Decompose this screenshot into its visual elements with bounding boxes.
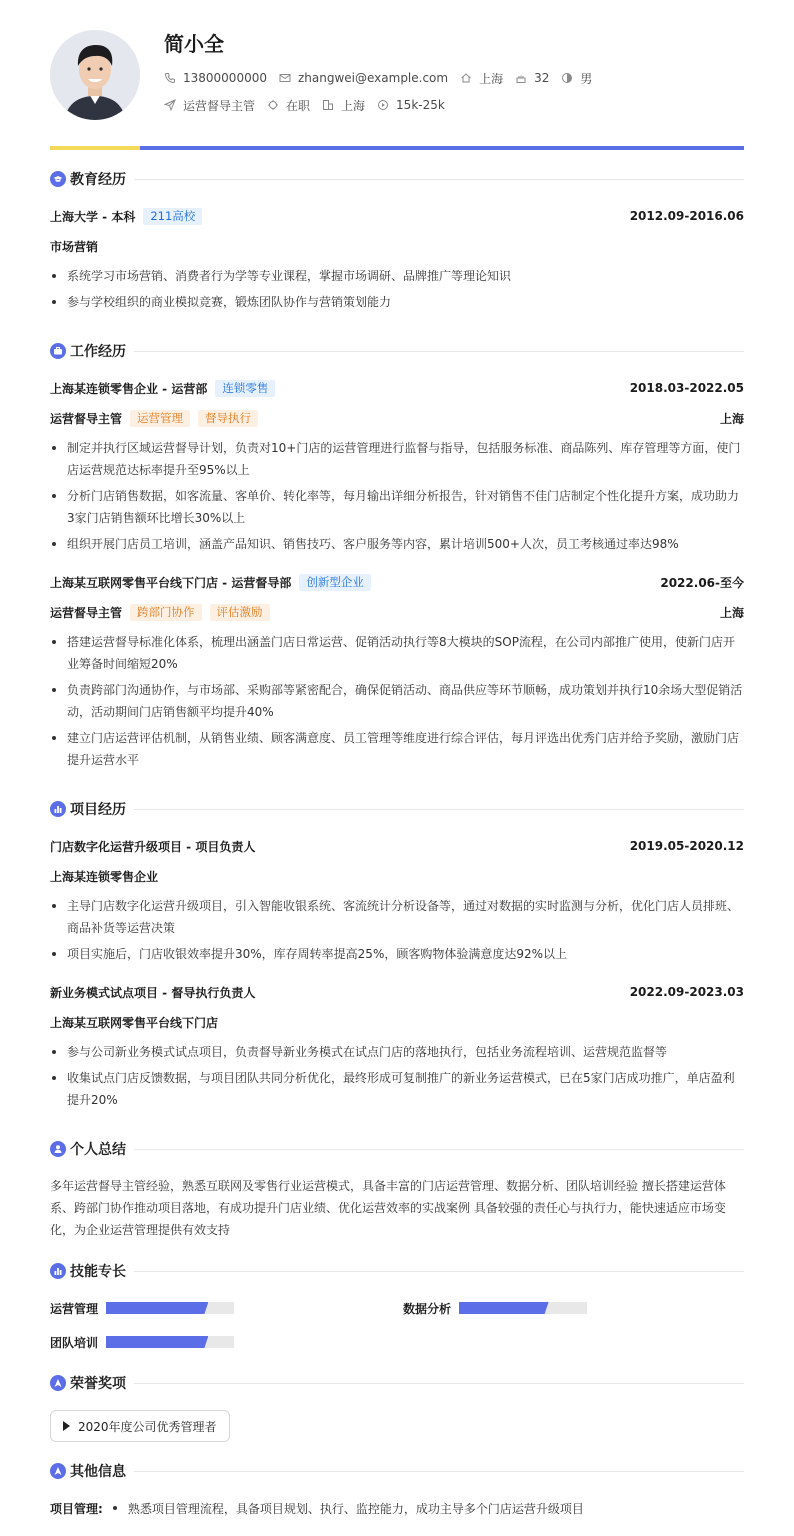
project-org: 上海某互联网零售平台线下门店	[50, 1015, 219, 1030]
role-tag: 督导执行	[198, 410, 258, 427]
salary-icon	[377, 99, 389, 111]
skill-label: 运营管理	[50, 1301, 99, 1316]
major-row	[50, 237, 744, 255]
status-text: 在职	[286, 98, 311, 113]
role-tag: 评估激励	[210, 604, 270, 621]
candidate-name: 简小全	[164, 32, 224, 56]
list-item: 负责跨部门沟通协作，与市场部、采购部等紧密配合，确保促销活动、商品供应等环节顺畅，成功策划并执行10余场大型促销活动，活动期间门店销售额平均提升40%	[50, 679, 744, 723]
skill-bar-track	[106, 1302, 234, 1314]
cake-icon	[515, 72, 527, 84]
job-role-row	[50, 409, 744, 427]
target-city-item	[322, 97, 365, 114]
section-divider	[134, 351, 744, 352]
list-item: 搭建运营督导标准化体系，梳理出涵盖门店日常运营、促销活动执行等8大模块的SOP流程，在公司内部推广使用，使新门店开业筹备时间缩短20%	[50, 631, 744, 675]
contact-info-row	[164, 68, 604, 88]
list-item: 项目实施后，门店收银效率提升30%，库存周转率提高25%，顾客购物体验满意度达92%以上	[50, 943, 744, 965]
age-item	[515, 71, 549, 85]
section-divider	[134, 809, 744, 810]
email-item	[279, 71, 448, 85]
school-tag: 211高校	[143, 208, 202, 225]
send-icon	[164, 99, 176, 111]
education-date: 2012.09-2016.06	[629, 209, 744, 223]
projects-section-header	[50, 800, 744, 818]
section-divider	[134, 1149, 744, 1150]
project-name: 新业务模式试点项目 - 督导执行负责人	[50, 985, 256, 1000]
graduation-cap-icon	[50, 171, 66, 187]
gender-icon	[561, 72, 573, 84]
bar-chart-icon	[50, 1263, 66, 1279]
skill-bar-fill	[106, 1302, 208, 1314]
job-header-row	[50, 573, 744, 591]
email-text: zhangwei@example.com	[297, 71, 449, 85]
divider-accent-blue	[140, 146, 744, 150]
skill-item	[50, 1335, 234, 1349]
home-icon	[460, 72, 472, 84]
company-name: 上海某互联网零售平台线下门店 - 运营督导部	[50, 575, 292, 590]
list-item: 参与学校组织的商业模拟竞赛，锻炼团队协作与营销策划能力	[50, 291, 744, 313]
job-role: 运营督导主管	[50, 605, 123, 620]
job-date: 2018.03-2022.05	[629, 381, 744, 395]
play-triangle-icon	[63, 1421, 70, 1431]
projects-title: 项目经历	[70, 802, 126, 818]
work-title: 工作经历	[70, 344, 126, 360]
summary-text: 多年运营督导主管经验，熟悉互联网及零售行业运营模式，具备丰富的门店运营管理、数据分析、团队培训经验 擅长搭建运营体系、跨部门协作推动项目落地，有成功提升门店业绩、优化运营效率的实战案例 具备较强的责任心与执行力，能快速适应市场变化，为企业运营管理提供有效支持	[50, 1179, 726, 1237]
education-section-header	[50, 170, 744, 188]
header-divider-bar	[50, 146, 744, 150]
building-icon	[322, 99, 334, 111]
skills-title: 技能专长	[70, 1264, 126, 1280]
award-item	[50, 1410, 230, 1442]
list-item: 主导门店数字化运营升级项目，引入智能收银系统、客流统计分析设备等，通过对数据的实时监测与分析，优化门店人员排班、商品补货等运营决策	[50, 895, 744, 939]
divider-accent-yellow	[50, 146, 140, 150]
job-location: 上海	[719, 411, 744, 426]
other-info-row	[50, 1498, 584, 1518]
section-divider	[134, 179, 744, 180]
section-divider	[134, 1383, 744, 1384]
job-intent-row	[164, 95, 457, 115]
other-text: 熟悉项目管理流程，具备项目规划、执行、监控能力，成功主导多个门店运营升级项目	[127, 1501, 584, 1516]
work-section-header	[50, 342, 744, 360]
school-name: 上海大学 - 本科	[50, 209, 136, 224]
job-date: 2022.06-至今	[660, 575, 744, 590]
briefcase-icon	[50, 343, 66, 359]
project-header-row	[50, 983, 744, 1001]
list-item: 收集试点门店反馈数据，与项目团队共同分析优化，最终形成可复制推广的新业务运营模式，已在5家门店成功推广，单店盈利提升20%	[50, 1067, 744, 1111]
target-role-item	[164, 97, 255, 114]
city-text: 上海	[479, 71, 504, 86]
phone-icon	[164, 72, 176, 84]
project-header-row	[50, 837, 744, 855]
company-name: 上海某连锁零售企业 - 运营部	[50, 381, 208, 396]
project-date: 2022.09-2023.03	[629, 985, 744, 999]
award-label: 2020年度公司优秀管理者	[78, 1419, 217, 1434]
skill-bar-track	[459, 1302, 587, 1314]
list-item: 系统学习市场营销、消费者行为学等专业课程，掌握市场调研、品牌推广等理论知识	[50, 265, 744, 287]
honors-section-header	[50, 1374, 744, 1392]
project-date: 2019.05-2020.12	[629, 839, 744, 853]
skill-label: 数据分析	[403, 1301, 452, 1316]
salary-text: 15k-25k	[396, 98, 445, 112]
skills-section-header	[50, 1262, 744, 1280]
section-divider	[134, 1271, 744, 1272]
city-item	[460, 70, 503, 87]
skill-bar-track	[106, 1336, 234, 1348]
skill-bar-fill	[459, 1302, 549, 1314]
project-name: 门店数字化运营升级项目 - 项目负责人	[50, 839, 256, 854]
job-header-row	[50, 379, 744, 397]
award-icon	[50, 1463, 66, 1479]
other-title: 其他信息	[70, 1464, 126, 1480]
list-item: 参与公司新业务模式试点项目，负责督导新业务模式在试点门店的落地执行，包括业务流程培训、运营规范监督等	[50, 1041, 744, 1063]
summary-section-header	[50, 1140, 744, 1158]
project-org-row	[50, 867, 744, 885]
award-icon	[50, 1375, 66, 1391]
phone-text: 13800000000	[183, 71, 267, 85]
bullet-dot	[113, 1506, 117, 1510]
summary-title: 个人总结	[70, 1142, 126, 1158]
list-item: 组织开展门店员工培训，涵盖产品知识、销售技巧、客户服务等内容，累计培训500+人次，员工考核通过率达98%	[50, 533, 744, 555]
job-role: 运营督导主管	[50, 411, 123, 426]
job-role-row	[50, 603, 744, 621]
status-icon	[267, 99, 279, 111]
skill-item	[403, 1301, 587, 1315]
role-tag: 跨部门协作	[130, 604, 202, 621]
skill-item	[50, 1301, 234, 1315]
phone-item	[164, 71, 267, 85]
other-label: 项目管理:	[50, 1501, 103, 1516]
honors-title: 荣誉奖项	[70, 1376, 126, 1392]
project-org: 上海某连锁零售企业	[50, 869, 159, 884]
list-item: 建立门店运营评估机制，从销售业绩、顾客满意度、员工管理等维度进行综合评估，每月评选出优秀门店并给予奖励，激励门店提升运营水平	[50, 727, 744, 771]
company-tag: 连锁零售	[215, 380, 275, 397]
job-location: 上海	[719, 605, 744, 620]
list-item: 分析门店销售数据，如客流量、客单价、转化率等，每月输出详细分析报告，针对销售不佳门店制定个性化提升方案，成功助力3家门店销售额环比增长30%以上	[50, 485, 744, 529]
skill-label: 团队培训	[50, 1335, 99, 1350]
education-header-row	[50, 207, 744, 225]
user-icon	[50, 1141, 66, 1157]
target-city-text: 上海	[341, 98, 366, 113]
age-text: 32	[534, 71, 550, 85]
education-title: 教育经历	[70, 172, 126, 188]
mail-icon	[279, 72, 291, 84]
bar-chart-icon	[50, 801, 66, 817]
status-item	[267, 97, 310, 114]
target-role-text: 运营督导主管	[183, 98, 256, 113]
gender-item	[561, 70, 592, 87]
project-org-row	[50, 1013, 744, 1031]
list-item: 制定并执行区域运营督导计划，负责对10+门店的运营管理进行监督与指导，包括服务标准、商品陈列、库存管理等方面，使门店运营规范达标率提升至95%以上	[50, 437, 744, 481]
salary-item	[377, 98, 445, 112]
other-section-header	[50, 1462, 744, 1480]
section-divider	[134, 1471, 744, 1472]
company-tag: 创新型企业	[299, 574, 371, 591]
major-name: 市场营销	[50, 239, 99, 254]
role-tag: 运营管理	[130, 410, 190, 427]
skill-bar-fill	[106, 1336, 208, 1348]
avatar	[50, 30, 140, 120]
gender-text: 男	[580, 71, 593, 86]
